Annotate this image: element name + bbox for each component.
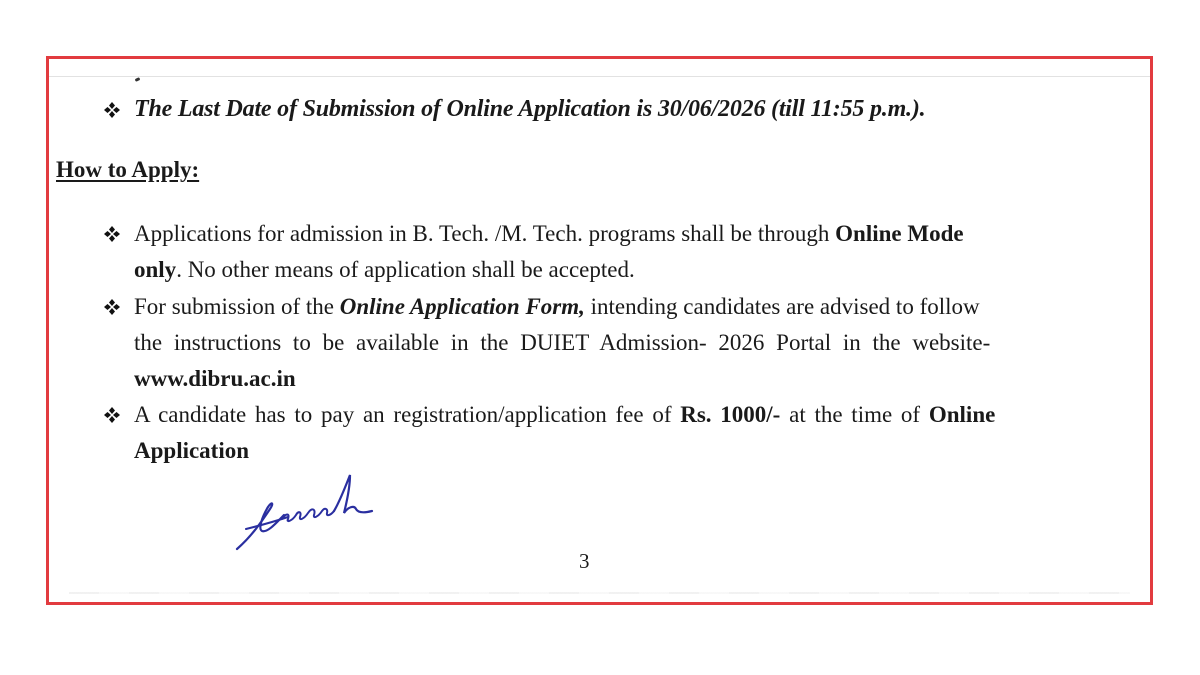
item-line [134,216,1129,252]
item-text: A candidate has to pay an registration/application fee of [134,402,681,427]
item-line [134,433,1129,469]
deadline-suffix: (till 11:55 p.m.). [765,96,926,122]
item-line [134,289,1129,325]
emphasis-online-mode: Online Mode [835,221,964,246]
list-item-fee [134,397,1129,469]
item-line [134,252,1129,288]
diamond-bullet-icon [103,225,121,243]
signature-image [232,471,382,556]
item-text: For submission of the [134,294,340,319]
emphasis-only: only [134,257,177,282]
deadline-date: 30/06/2026 [657,96,766,122]
website-link[interactable]: www.dibru.ac.in [134,366,296,391]
section-heading: How to Apply: [56,157,200,182]
item-text: intending candidates are advised to follow [584,294,980,319]
item-text: at the time of [780,402,929,427]
item-text: the instructions to be available in the DUIET Admission- 2026 Portal in the website- [134,330,991,355]
diamond-bullet-icon [103,101,121,119]
scan-mark [135,77,141,82]
item-text: . No other means of application shall be accepted. [176,257,635,282]
diamond-bullet-icon [103,298,121,316]
fee-amount: Rs. 1000/- [680,402,781,427]
page-number: 3 [579,549,590,573]
item-line [134,397,1129,433]
top-divider [49,76,1150,77]
document-frame [46,56,1153,605]
list-item-application-form [134,289,1129,397]
item-line [134,361,1129,397]
item-text: Applications for admission in B. Tech. /M. Tech. programs shall be through [134,221,836,246]
list-item-online-mode [134,216,1129,288]
emphasis-online-application-form: Online Application Form, [339,294,585,319]
item-line [134,325,1129,361]
emphasis-online: Online [928,402,996,427]
deadline-prefix: The Last Date of Submission of Online Application is [134,96,658,122]
deadline-notice [134,96,925,123]
scan-artifact [69,592,1130,594]
emphasis-application: Application [134,438,250,463]
diamond-bullet-icon [103,406,121,424]
